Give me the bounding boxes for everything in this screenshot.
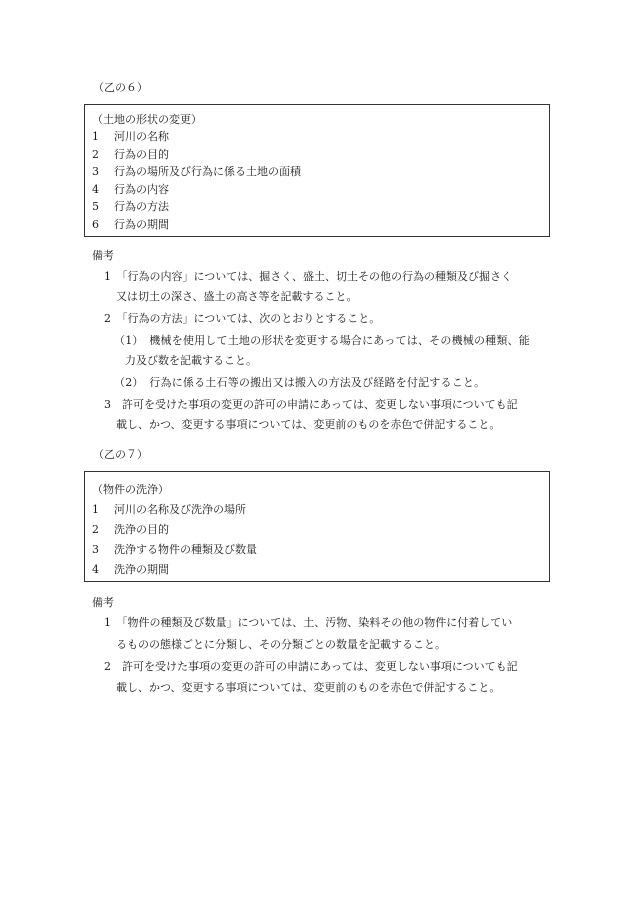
remarks-title: 備考: [92, 596, 114, 609]
item-text: 河川の名称: [114, 130, 169, 143]
form-box-land-shape-change: [84, 104, 550, 237]
item-number: 1: [92, 130, 99, 143]
list-item: [91, 560, 549, 580]
remark-line: 3 許可を受けた事項の変更の許可の申請にあっては、変更しない事項についても記: [104, 398, 518, 411]
remark-line: 2 許可を受けた事項の変更の許可の申請にあっては、変更しない事項についても記: [104, 660, 518, 673]
item-text: 行為の場所及び行為に係る土地の面積: [114, 165, 301, 179]
remark-line: （1） 機械を使用して土地の形状を変更する場合にあっては、その機械の種類、能: [114, 334, 530, 347]
remarks-title: 備考: [92, 249, 114, 262]
remark-line: 載し、かつ、変更する事項については、変更前のものを赤色で併記すること。: [116, 418, 501, 431]
remark-line: 1 「物件の種類及び数量」については、土、汚物、染料その他の物件に付着してい: [104, 616, 513, 629]
list-item: [91, 128, 549, 146]
section-label-otsu-6: （乙の６）: [93, 81, 148, 94]
item-text: 河川の名称及び洗浄の場所: [114, 503, 246, 516]
item-number: 3: [92, 543, 99, 556]
item-number: 2: [92, 147, 99, 161]
item-number: 4: [92, 182, 99, 196]
remark-line: 載し、かつ、変更する事項については、変更前のものを赤色で併記すること。: [116, 681, 501, 694]
remark-line: るものの態様ごとに分類し、その分類ごとの数量を記載すること。: [116, 638, 446, 651]
remark-line: 又は切土の深さ、盛土の高さ等を記載すること。: [116, 290, 358, 303]
item-number: 3: [92, 165, 99, 179]
item-number: 2: [92, 523, 99, 536]
list-item: [91, 198, 549, 216]
item-number: 6: [92, 217, 99, 231]
list-item: [91, 540, 549, 560]
item-text: 洗浄する物件の種類及び数量: [114, 543, 257, 556]
item-number: 1: [92, 503, 99, 516]
item-number: 4: [92, 563, 99, 576]
item-text: 行為の方法: [114, 200, 169, 214]
list-item: [91, 520, 549, 540]
form-box-object-washing: [84, 471, 550, 582]
remark-line: （2） 行為に係る土石等の搬出又は搬入の方法及び経路を付記すること。: [114, 376, 486, 389]
list-item: [91, 500, 549, 520]
section-label-otsu-7: （乙の７）: [93, 448, 148, 461]
list-item: [91, 146, 549, 164]
remark-line: 1 「行為の内容」については、掘さく、盛土、切土その他の行為の種類及び掘さく: [104, 270, 513, 283]
box-heading: （物件の洗浄）: [92, 483, 169, 496]
item-text: 行為の期間: [114, 217, 169, 231]
item-number: 5: [92, 200, 99, 214]
list-item: [91, 216, 549, 234]
remark-line: 2 「行為の方法」については、次のとおりとすること。: [104, 312, 381, 325]
item-text: 行為の目的: [114, 147, 169, 161]
item-text: 行為の内容: [114, 182, 169, 196]
item-text: 洗浄の目的: [114, 523, 169, 536]
box-heading: （土地の形状の変更）: [92, 113, 202, 126]
item-text: 洗浄の期間: [114, 563, 169, 576]
list-item: [91, 163, 549, 181]
list-item: [91, 181, 549, 199]
remark-line: 力及び数を記載すること。: [125, 354, 257, 367]
